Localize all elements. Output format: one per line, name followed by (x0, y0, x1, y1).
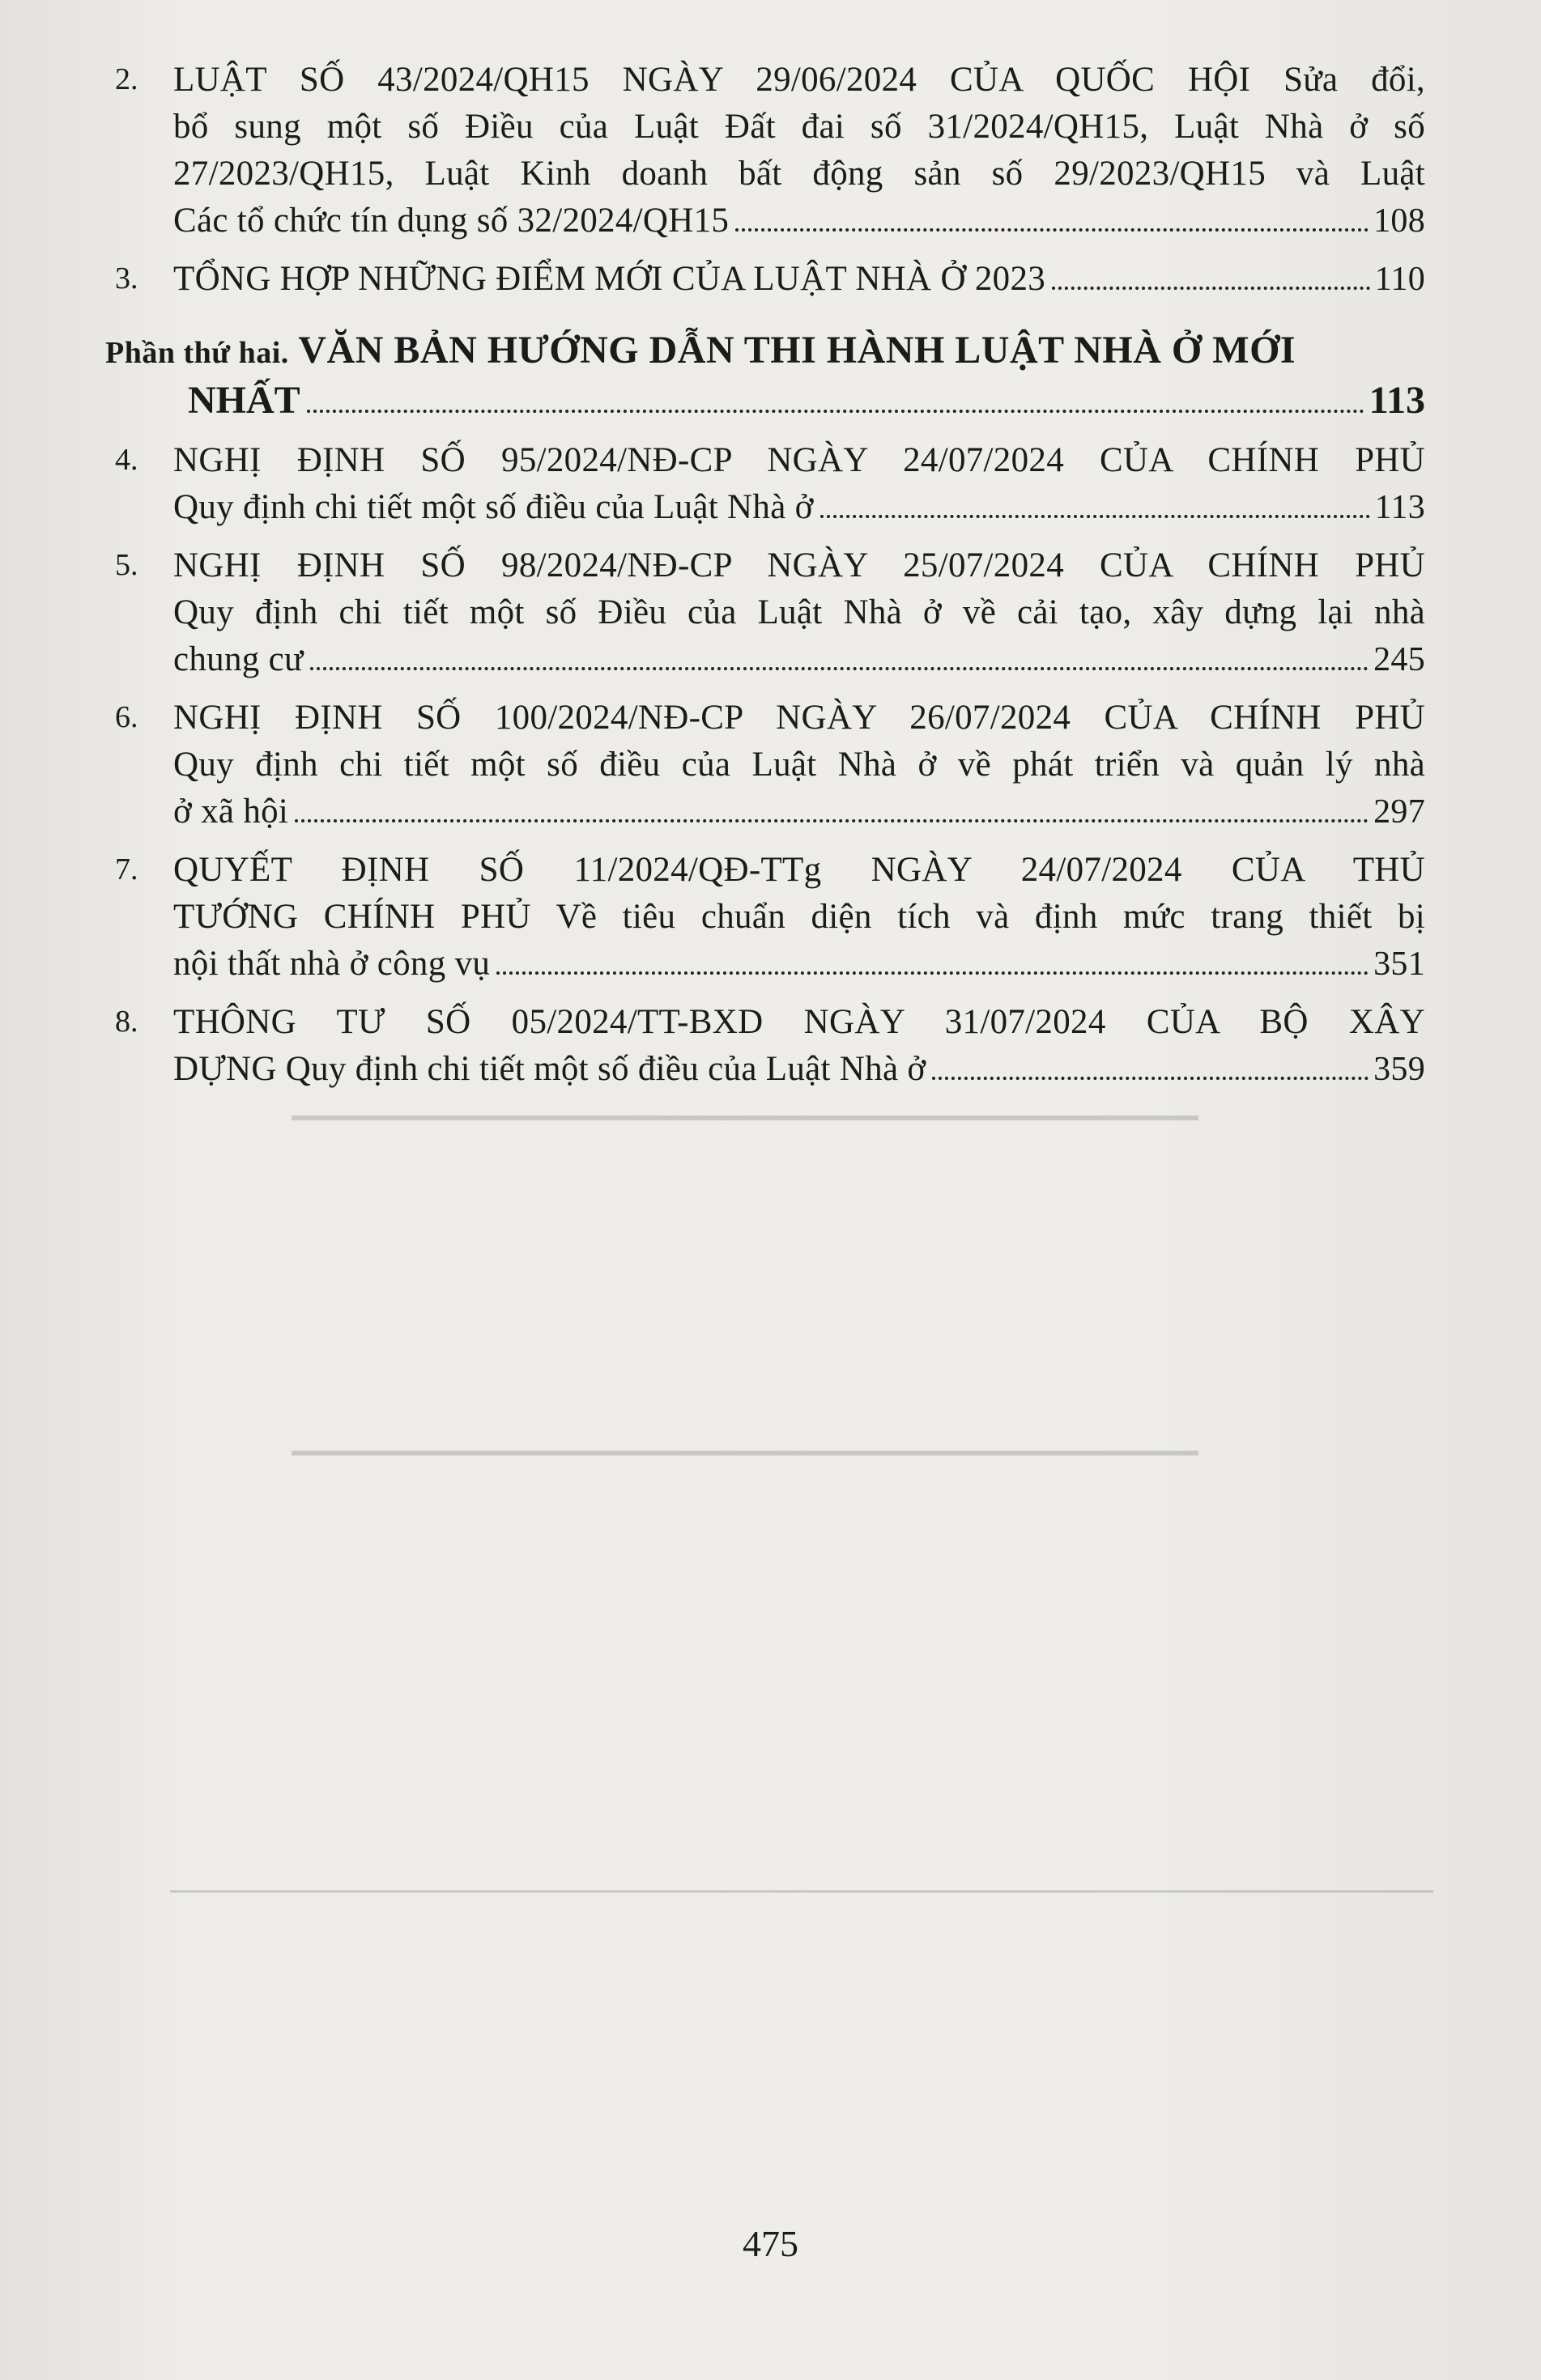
leader-dots (310, 666, 1369, 670)
leader-dots (496, 971, 1369, 975)
toc-entry (105, 847, 1425, 988)
entry-number: 7. (115, 852, 138, 886)
toc-entry (105, 256, 1425, 303)
leader-dots (820, 514, 1370, 518)
entry-text-line: bổ sung một số Điều của Luật Đất đai số 31/2024/QH15, Luật Nhà ở số (173, 108, 1425, 146)
entry-number: 6. (115, 700, 138, 734)
entry-text-line: LUẬT SỐ 43/2024/QH15 NGÀY 29/06/2024 CỦA QUỐC HỘI Sửa đổi, (173, 61, 1425, 99)
toc-entry (105, 57, 1425, 244)
table-of-contents (105, 57, 1425, 1104)
entry-text-line: TỔNG HỢP NHỮNG ĐIỂM MỚI CỦA LUẬT NHÀ Ở 2023 (173, 260, 1046, 298)
leader-dots (735, 227, 1369, 232)
entry-text-line: 27/2023/QH15, Luật Kinh doanh bất động sản số 29/2023/QH15 và Luật (173, 155, 1425, 193)
toc-entry (105, 437, 1425, 531)
part-title-continuation: NHẤT (188, 379, 300, 422)
entry-page-number: 113 (1374, 489, 1425, 526)
part-page-number: 113 (1369, 379, 1425, 422)
leader-dots (1052, 286, 1370, 290)
entry-page-number: 110 (1374, 261, 1425, 298)
toc-entry (105, 695, 1425, 835)
entry-text-line: NGHỊ ĐỊNH SỐ 98/2024/NĐ-CP NGÀY 25/07/2024 CỦA CHÍNH PHỦ (173, 546, 1425, 584)
entry-number: 3. (115, 261, 138, 295)
part-title: VĂN BẢN HƯỚNG DẪN THI HÀNH LUẬT NHÀ Ở MỚI (298, 329, 1296, 372)
entry-text-line: NGHỊ ĐỊNH SỐ 95/2024/NĐ-CP NGÀY 24/07/2024 CỦA CHÍNH PHỦ (173, 441, 1425, 479)
leader-dots (932, 1076, 1369, 1080)
entry-text-line: QUYẾT ĐỊNH SỐ 11/2024/QĐ-TTg NGÀY 24/07/2024 CỦA THỦ (173, 851, 1425, 889)
entry-number: 8. (115, 1005, 138, 1039)
entry-text-line: chung cư (173, 640, 304, 678)
entry-text-line: Quy định chi tiết một số điều của Luật Nhà ở (173, 488, 814, 526)
entry-number: 2. (115, 62, 138, 96)
entry-text-line: nội thất nhà ở công vụ (173, 945, 491, 983)
part-heading (105, 325, 1425, 423)
entry-page-number: 108 (1373, 202, 1425, 240)
entry-text-line: ở xã hội (173, 793, 289, 831)
entry-text-line: DỰNG Quy định chi tiết một số điều của Luật Nhà ở (173, 1050, 926, 1088)
show-through-rule (170, 1890, 1433, 1893)
show-through-rule (292, 1116, 1198, 1120)
entry-page-number: 297 (1373, 793, 1425, 831)
entry-text-line: TƯỚNG CHÍNH PHỦ Về tiêu chuẩn diện tích và định mức trang thiết bị (173, 898, 1425, 936)
entry-number: 5. (115, 548, 138, 582)
page-number: 475 (743, 2223, 798, 2264)
entry-text-line: Quy định chi tiết một số điều của Luật Nhà ở về phát triển và quản lý nhà (173, 746, 1425, 784)
entry-text-line: Các tổ chức tín dụng số 32/2024/QH15 (173, 202, 730, 240)
entry-number: 4. (115, 443, 138, 477)
show-through-rule (292, 1451, 1198, 1456)
entry-page-number: 351 (1373, 946, 1425, 983)
entry-page-number: 245 (1373, 641, 1425, 678)
entry-text-line: NGHỊ ĐỊNH SỐ 100/2024/NĐ-CP NGÀY 26/07/2024 CỦA CHÍNH PHỦ (173, 699, 1425, 737)
toc-entry (105, 999, 1425, 1093)
part-prefix: Phần thứ hai. (105, 336, 289, 370)
entry-page-number: 359 (1373, 1051, 1425, 1088)
leader-dots (295, 818, 1369, 822)
leader-dots (307, 409, 1364, 413)
entry-text-line: THÔNG TƯ SỐ 05/2024/TT-BXD NGÀY 31/07/2024 CỦA BỘ XÂY (173, 1003, 1425, 1041)
toc-entry (105, 542, 1425, 683)
entry-text-line: Quy định chi tiết một số Điều của Luật Nhà ở về cải tạo, xây dựng lại nhà (173, 593, 1425, 631)
